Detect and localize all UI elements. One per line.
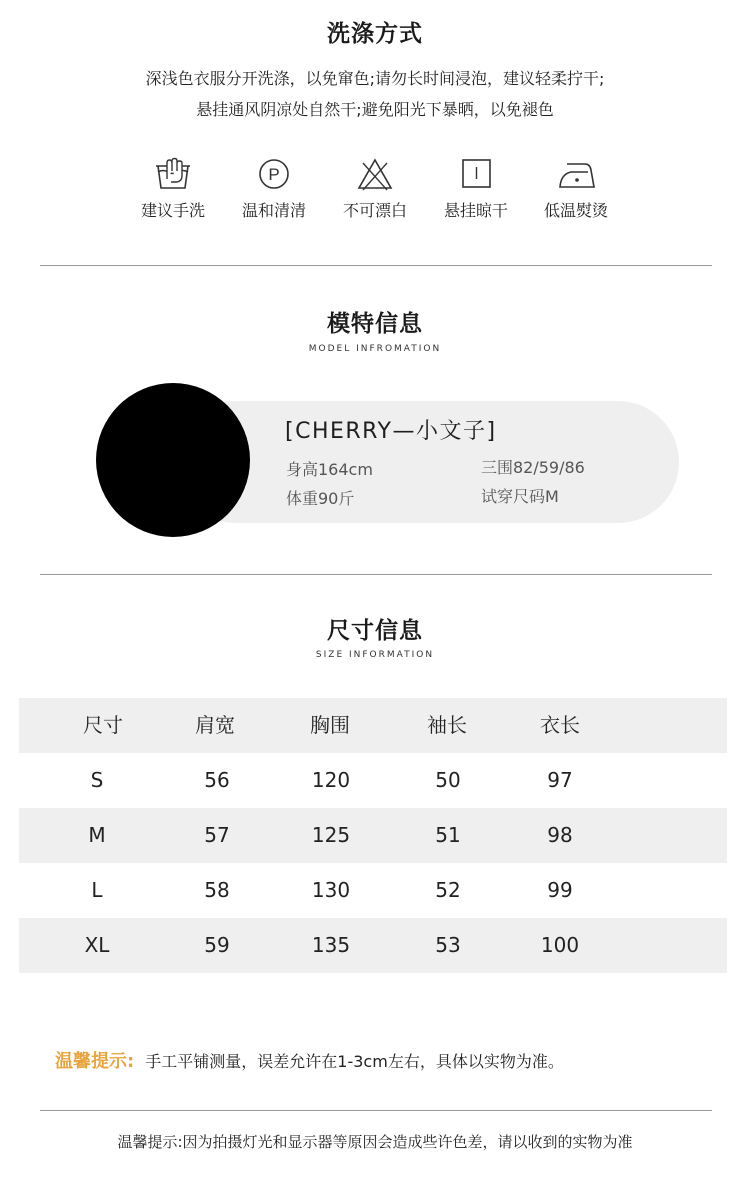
hand-wash-icon	[153, 157, 193, 191]
table-cell: 97	[547, 768, 573, 792]
size-table	[19, 698, 727, 970]
tip-text: 手工平铺测量，误差允许在1-3cm左右，具体以实物为准。	[145, 1052, 564, 1071]
table-row	[19, 753, 727, 808]
divider	[40, 265, 712, 266]
model-title: 模特信息	[327, 311, 423, 337]
model-weight: 体重90斤	[286, 489, 355, 508]
no-bleach-icon	[355, 157, 395, 191]
table-cell: 120	[311, 768, 351, 792]
dry-clean-p-icon	[255, 157, 295, 191]
table-row	[19, 863, 727, 918]
table-cell: 50	[435, 768, 461, 792]
table-cell: 98	[547, 823, 573, 847]
table-cell: 99	[547, 878, 573, 902]
table-cell: 56	[204, 768, 230, 792]
header-size: 尺寸	[83, 713, 123, 737]
table-cell: 52	[435, 878, 461, 902]
care-label-gentle-clean: 温和清清	[241, 201, 306, 220]
model-measurements: 三围82/59/86	[481, 458, 585, 477]
care-label-no-bleach: 不可漂白	[342, 201, 407, 220]
care-label-hand-wash: 建议手洗	[140, 201, 205, 220]
table-cell: 58	[204, 878, 230, 902]
table-cell: M	[88, 823, 106, 847]
care-line-1: 深浅色衣服分开洗涤，以免窜色;请勿长时间浸泡，建议轻柔拧干;	[145, 69, 605, 88]
table-cell: 130	[311, 878, 351, 902]
table-row	[19, 808, 727, 863]
header-length: 衣长	[540, 713, 580, 737]
model-subtitle: MODEL INFROMATION	[308, 344, 442, 354]
table-header-row	[19, 698, 727, 753]
table-row	[19, 918, 727, 973]
table-cell: 135	[311, 933, 351, 957]
care-line-2: 悬挂通风阴凉处自然干;避免阳光下暴晒，以免褪色	[196, 100, 554, 119]
table-cell: L	[91, 878, 103, 902]
table-cell: 125	[311, 823, 351, 847]
table-cell: 53	[435, 933, 461, 957]
size-title: 尺寸信息	[327, 618, 423, 644]
table-cell: 57	[204, 823, 230, 847]
size-subtitle: SIZE INFORMATION	[315, 650, 435, 660]
svg-text:P: P	[268, 165, 280, 184]
model-height: 身高164cm	[286, 460, 373, 479]
table-cell: 51	[435, 823, 461, 847]
header-sleeve: 袖长	[427, 713, 467, 737]
tip-label: 温馨提示:	[55, 1051, 135, 1072]
hang-dry-icon	[457, 157, 497, 191]
header-shoulder: 肩宽	[195, 713, 235, 737]
model-size: 试穿尺码M	[481, 487, 559, 506]
table-cell: S	[90, 768, 104, 792]
care-label-hang-dry: 悬挂晾干	[443, 201, 508, 220]
divider	[40, 574, 712, 575]
model-name: [CHERRY—小文子]	[285, 419, 497, 444]
measurement-tip	[55, 1047, 564, 1073]
avatar	[96, 383, 250, 537]
care-label-low-iron: 低温熨烫	[543, 201, 608, 220]
low-iron-icon	[557, 157, 597, 191]
care-title: 洗涤方式	[327, 21, 423, 47]
table-cell: XL	[84, 933, 110, 957]
table-cell: 100	[540, 933, 580, 957]
divider	[40, 1110, 712, 1111]
table-cell: 59	[204, 933, 230, 957]
header-chest: 胸围	[310, 713, 350, 737]
color-difference-note: 温馨提示:因为拍摄灯光和显示器等原因会造成些许色差，请以收到的实物为准	[117, 1133, 633, 1151]
